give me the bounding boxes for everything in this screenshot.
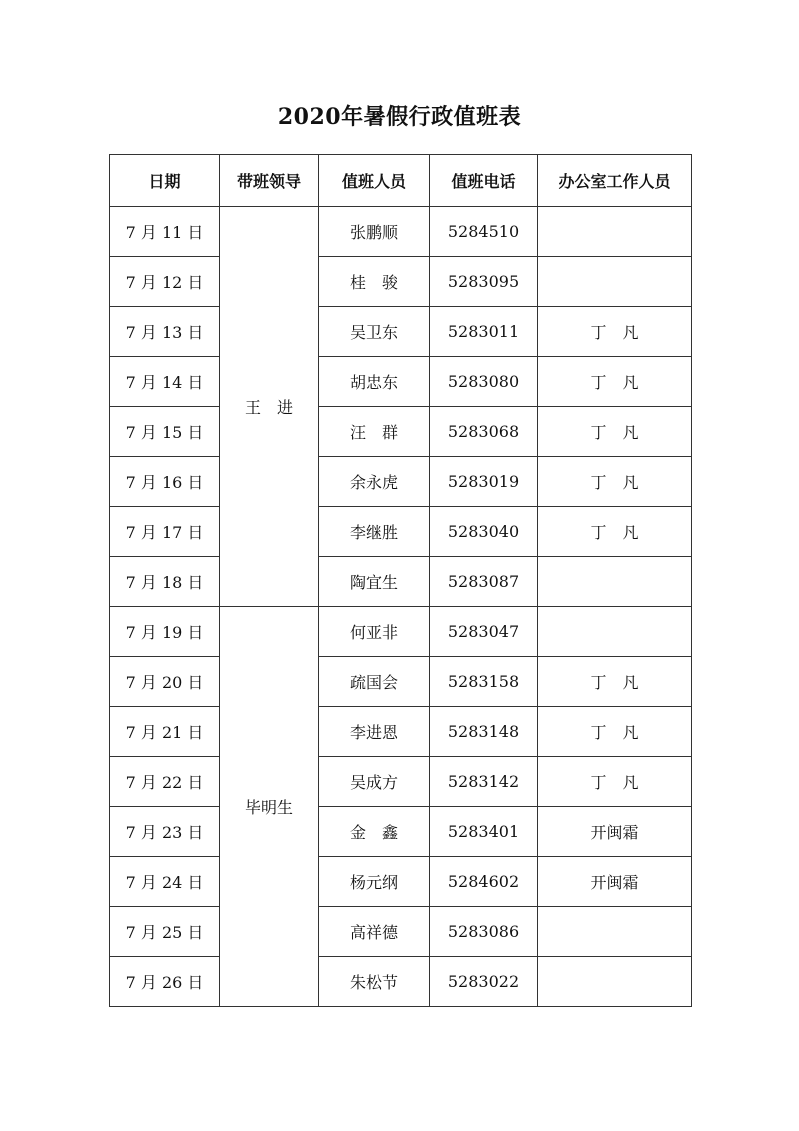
staff-cell: 李继胜 [319,507,430,557]
office-staff-cell: 丁 凡 [538,757,692,807]
table-row [110,257,692,307]
office-staff-cell: 丁 凡 [538,307,692,357]
table-row [110,707,692,757]
table-row [110,657,692,707]
leader-cell: 毕明生 [220,607,319,1007]
phone-cell: 5283011 [430,307,538,357]
date-cell: 7 月 13 日 [110,307,220,357]
date-cell: 7 月 12 日 [110,257,220,307]
office-staff-cell: 开闽霜 [538,857,692,907]
date-cell: 7 月 26 日 [110,957,220,1007]
staff-cell: 胡忠东 [319,357,430,407]
leader-cell: 王 进 [220,207,319,607]
office-staff-cell: 丁 凡 [538,407,692,457]
phone-cell: 5283022 [430,957,538,1007]
staff-cell: 吴成方 [319,757,430,807]
office-staff-cell [538,957,692,1007]
phone-cell: 5283068 [430,407,538,457]
date-cell: 7 月 19 日 [110,607,220,657]
phone-cell: 5284602 [430,857,538,907]
staff-cell: 高祥德 [319,907,430,957]
table-row [110,557,692,607]
phone-cell: 5283019 [430,457,538,507]
date-cell: 7 月 11 日 [110,207,220,257]
date-cell: 7 月 14 日 [110,357,220,407]
header-leader: 带班领导 [220,155,319,207]
office-staff-cell [538,207,692,257]
table-row [110,907,692,957]
table-row [110,307,692,357]
header-row [110,155,692,207]
staff-cell: 余永虎 [319,457,430,507]
table-row [110,207,692,257]
staff-cell: 张鹏顺 [319,207,430,257]
date-cell: 7 月 24 日 [110,857,220,907]
office-staff-cell: 丁 凡 [538,357,692,407]
office-staff-cell: 开闽霜 [538,807,692,857]
office-staff-cell [538,907,692,957]
date-cell: 7 月 17 日 [110,507,220,557]
staff-cell: 吴卫东 [319,307,430,357]
office-staff-cell [538,607,692,657]
office-staff-cell: 丁 凡 [538,707,692,757]
office-staff-cell: 丁 凡 [538,457,692,507]
table-row [110,357,692,407]
table-row [110,857,692,907]
staff-cell: 疏国会 [319,657,430,707]
office-staff-cell [538,557,692,607]
date-cell: 7 月 23 日 [110,807,220,857]
phone-cell: 5284510 [430,207,538,257]
table-row [110,507,692,557]
date-cell: 7 月 16 日 [110,457,220,507]
date-cell: 7 月 18 日 [110,557,220,607]
phone-cell: 5283080 [430,357,538,407]
header-office-staff: 办公室工作人员 [538,155,692,207]
header-phone: 值班电话 [430,155,538,207]
header-staff: 值班人员 [319,155,430,207]
table-row [110,607,692,657]
staff-cell: 朱松节 [319,957,430,1007]
staff-cell: 桂 骏 [319,257,430,307]
office-staff-cell [538,257,692,307]
staff-cell: 汪 群 [319,407,430,457]
phone-cell: 5283095 [430,257,538,307]
date-cell: 7 月 15 日 [110,407,220,457]
staff-cell: 何亚非 [319,607,430,657]
phone-cell: 5283087 [430,557,538,607]
date-cell: 7 月 21 日 [110,707,220,757]
office-staff-cell: 丁 凡 [538,507,692,557]
duty-schedule-table [109,154,692,1007]
phone-cell: 5283142 [430,757,538,807]
table-row [110,807,692,857]
phone-cell: 5283401 [430,807,538,857]
phone-cell: 5283086 [430,907,538,957]
table-row [110,457,692,507]
table-row [110,407,692,457]
staff-cell: 李进恩 [319,707,430,757]
office-staff-cell: 丁 凡 [538,657,692,707]
staff-cell: 金 鑫 [319,807,430,857]
table-row [110,757,692,807]
header-date: 日期 [110,155,220,207]
staff-cell: 杨元纲 [319,857,430,907]
phone-cell: 5283040 [430,507,538,557]
staff-cell: 陶宜生 [319,557,430,607]
page-title: 2020年暑假行政值班表 [277,104,522,130]
table-row [110,957,692,1007]
date-cell: 7 月 25 日 [110,907,220,957]
table-body [110,207,692,1007]
date-cell: 7 月 22 日 [110,757,220,807]
phone-cell: 5283158 [430,657,538,707]
phone-cell: 5283148 [430,707,538,757]
phone-cell: 5283047 [430,607,538,657]
date-cell: 7 月 20 日 [110,657,220,707]
